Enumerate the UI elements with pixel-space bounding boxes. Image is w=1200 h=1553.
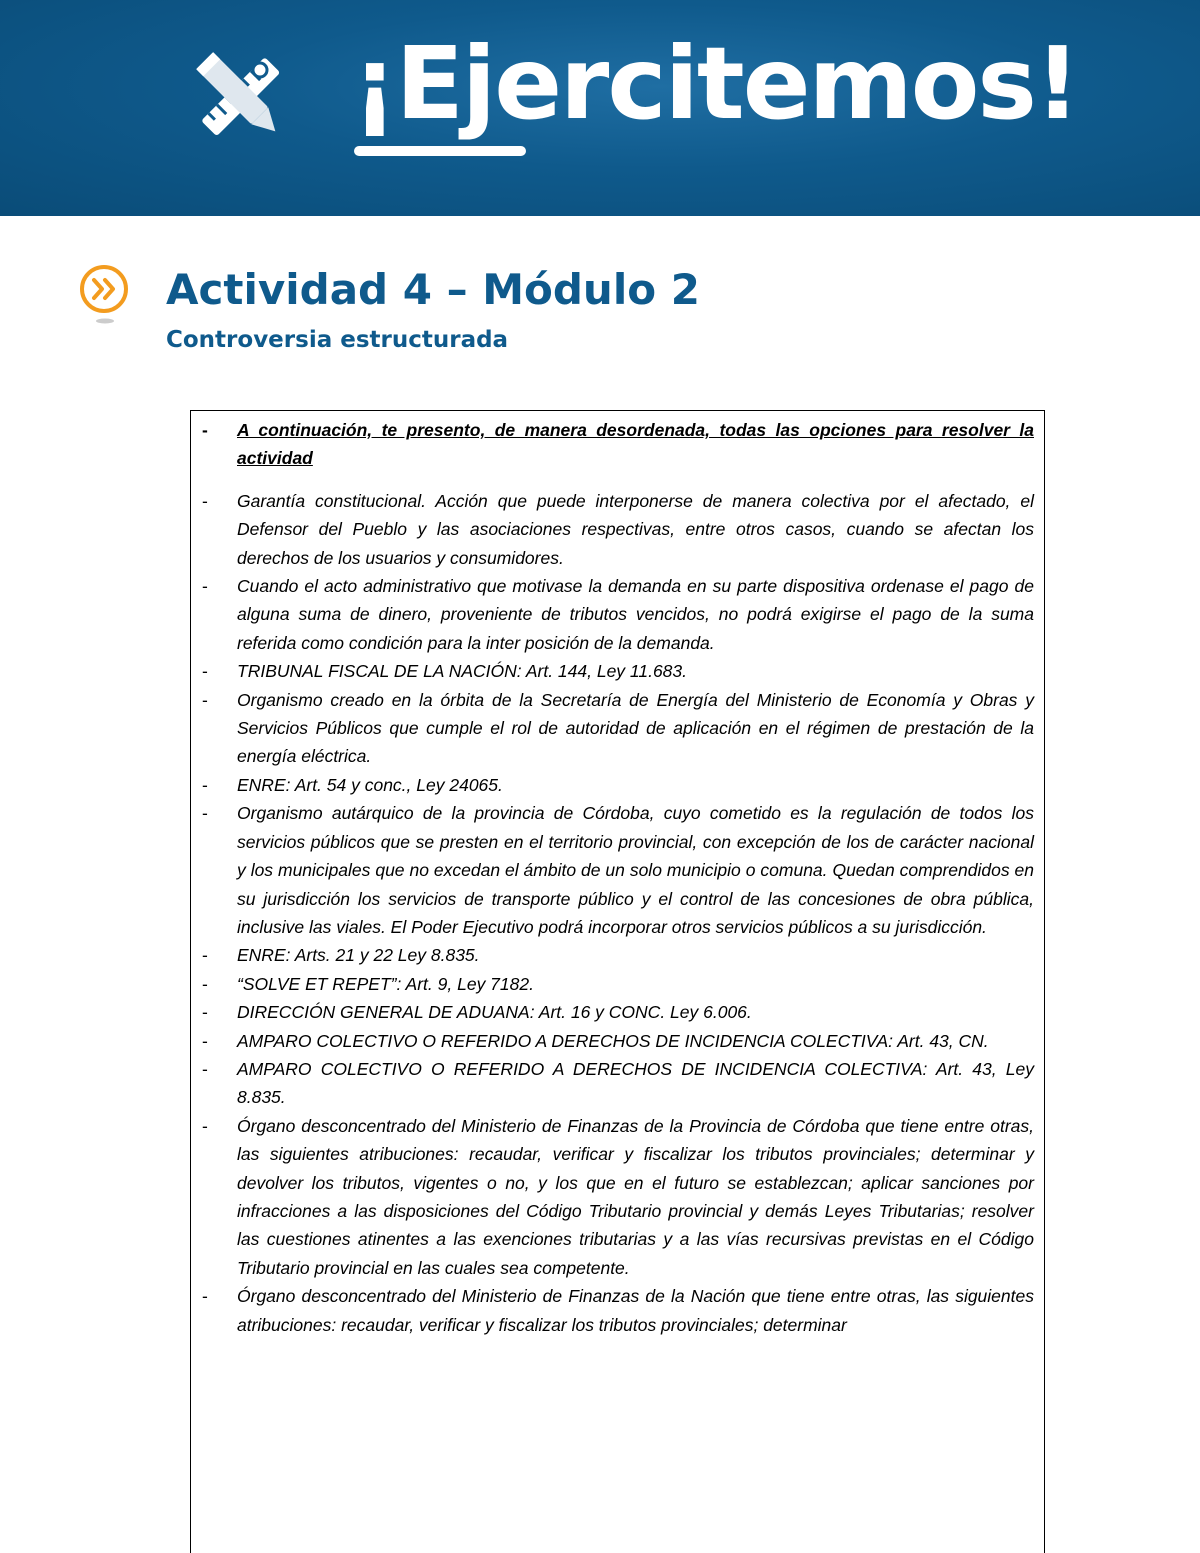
page-subtitle: Controversia estructurada [166,327,509,353]
list-item: - Organismo autárquico de la provincia de Córdoba, cuyo cometido es la regulación de todos los servicios públicos que se presten en el territorio provincial, con excepción de los de carácter nacional y los municipales que no excedan el ámbito de un solo municipio o comuna. Quedan comprendidos en su jurisdicción los servicios de transporte público y el control de las concesiones de obra pública, inclusive las viales. El Poder Ejecutivo podrá incorporar otros servicios públicos a su jurisdicción. [191,799,1044,941]
list-item: - DIRECCIÓN GENERAL DE ADUANA: Art. 16 y CONC. Ley 6.006. [191,998,1044,1026]
double-chevron-circle-icon [78,262,134,330]
banner [0,0,1200,216]
list-item: - ENRE: Arts. 21 y 22 Ley 8.835. [191,941,1044,969]
list-item: - Organismo creado en la órbita de la Secretaría de Energía del Ministerio de Economía y Obras y Servicios Públicos que cumple el rol de autoridad de aplicación en el régimen de prestación de la energía eléctrica. [191,686,1044,771]
banner-underline [354,146,526,156]
list-item: - AMPARO COLECTIVO O REFERIDO A DERECHOS DE INCIDENCIA COLECTIVA: Art. 43, Ley 8.835. [191,1055,1044,1112]
list-item: - TRIBUNAL FISCAL DE LA NACIÓN: Art. 144, Ley 11.683. [191,657,1044,685]
page-title: Actividad 4 – Módulo 2 [166,265,700,314]
options-list [191,416,1044,1339]
banner-title: ¡Ejercitemos! [352,25,1079,142]
intro-item: - A continuación, te presento, de manera desordenada, todas las opciones para resolver la actividad [191,416,1044,473]
list-item: - Órgano desconcentrado del Ministerio de Finanzas de la Nación que tiene entre otras, las siguientes atribuciones: recaudar, verificar y fiscalizar los tributos provinciales; determinar [191,1282,1044,1339]
list-item: - Cuando el acto administrativo que motivase la demanda en su parte dispositiva ordenase el pago de alguna suma de dinero, proveniente de tributos vencidos, no podrá exigirse el pago de la suma referida como condición para la inter posición de la demanda. [191,572,1044,657]
list-item: - Garantía constitucional. Acción que puede interponerse de manera colectiva por el afectado, el Defensor del Pueblo y las asociaciones respectivas, entre otros casos, cuando se afectan los derechos de los usuarios y consumidores. [191,487,1044,572]
list-item: - ENRE: Art. 54 y conc., Ley 24065. [191,771,1044,799]
ruler-pencil-icon [180,36,300,156]
options-box [190,410,1045,1553]
list-item: - AMPARO COLECTIVO O REFERIDO A DERECHOS DE INCIDENCIA COLECTIVA: Art. 43, CN. [191,1027,1044,1055]
list-item: - Órgano desconcentrado del Ministerio de Finanzas de la Provincia de Córdoba que tiene entre otras, las siguientes atribuciones: recaudar, verificar y fiscalizar los tributos provinciales; determinar y devolver los tributos, vigentes o no, y los que en el futuro se establezcan; aplicar sanciones por infracciones a las disposiciones del Código Tributario provincial y demás Leyes Tributarias; resolver las cuestiones atinentes a las exenciones tributarias y a las vías recursivas previstas en el Código Tributario provincial en las cuales sea competente. [191,1112,1044,1282]
list-item: - “SOLVE ET REPET”: Art. 9, Ley 7182. [191,970,1044,998]
